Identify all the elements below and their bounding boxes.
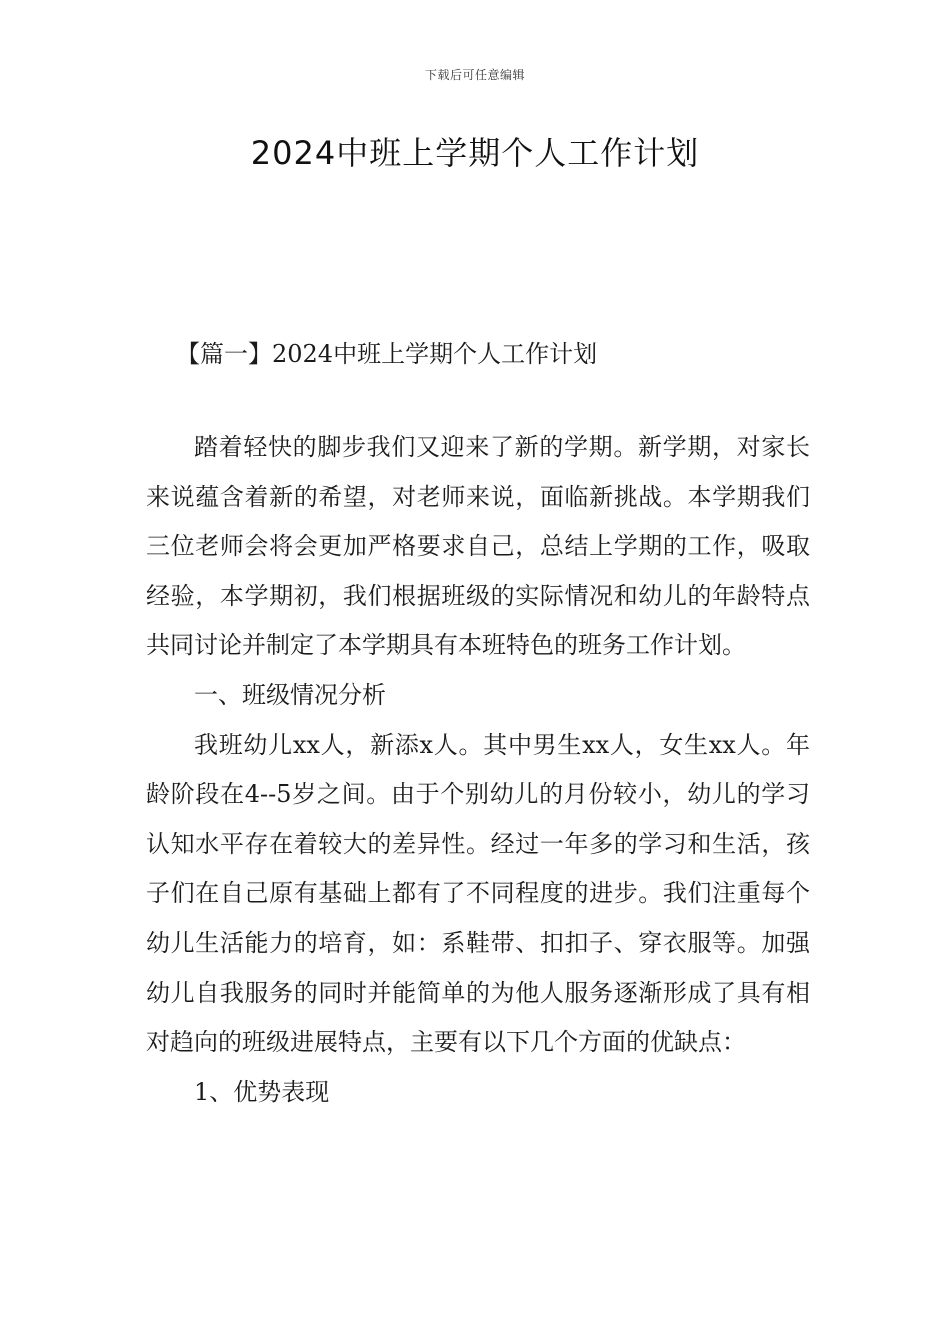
header-note: 下载后可任意编辑 — [424, 68, 525, 82]
section-title: 【篇一】2024中班上学期个人工作计划 — [176, 340, 598, 368]
document-title: 2024中班上学期个人工作计划 — [250, 134, 700, 172]
paragraph-class-situation: 我班幼儿xx人，新添x人。其中男生xx人，女生xx人。年龄阶段在4--5岁之间。由于个别幼儿的月份较小，幼儿的学习认知水平存在着较大的差异性。经过一年多的学习和生活，孩子们在自己原有基础上都有了不同程度的进步。我们注重每个幼儿生活能力的培育，如：系鞋带、扣扣子、穿衣服等。加强幼儿自我服务的同时并能简单的为他人服务逐渐形成了具有相对趋向的班级进展特点，主要有以下几个方面的优缺点： — [146, 730, 810, 1057]
heading-class-analysis: 一、班级情况分析 — [194, 680, 386, 709]
paragraph-intro: 踏着轻快的脚步我们又迎来了新的学期。新学期，对家长来说蕴含着新的希望，对老师来说，面临新挑战。本学期我们三位老师会将会更加严格要求自己，总结上学期的工作，吸取经验，本学期初，我们根据班级的实际情况和幼儿的年龄特点共同讨论并制定了本学期具有本班特色的班务工作计划。 — [146, 433, 810, 660]
document-body — [146, 423, 810, 1117]
heading-advantages: 1、优势表现 — [194, 1077, 330, 1106]
